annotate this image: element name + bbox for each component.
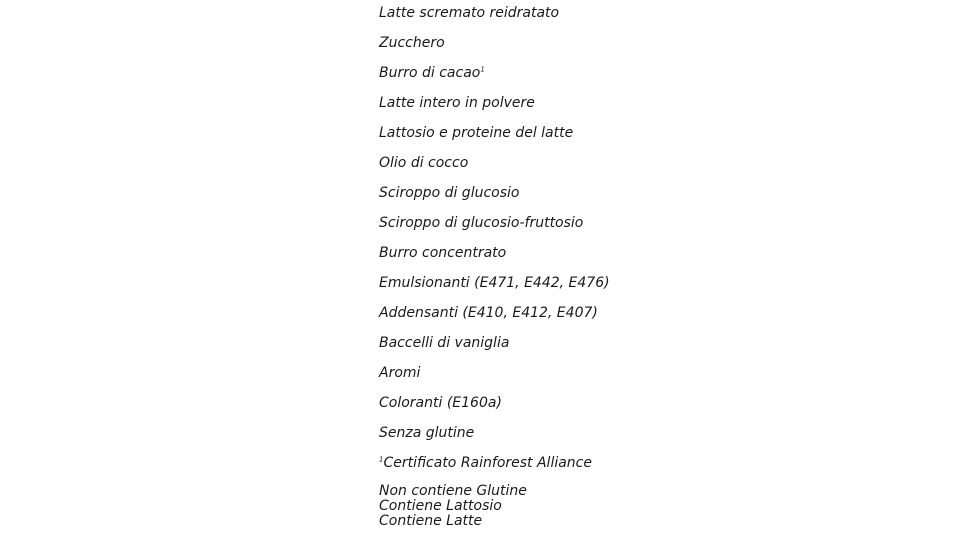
ingredient-item (379, 424, 610, 454)
ingredient-name: Aromi (379, 365, 421, 381)
ingredient-name: Sciroppo di glucosio-fruttosio (379, 215, 584, 231)
ingredient-list (379, 4, 610, 529)
ingredient-item (379, 214, 610, 244)
ingredient-item (379, 4, 610, 34)
ingredient-item (379, 334, 610, 364)
ingredient-item (379, 94, 610, 124)
ingredient-name: Zucchero (379, 35, 445, 51)
ingredient-item (379, 34, 610, 64)
ingredient-item (379, 304, 610, 334)
allergen-statement: Contiene Lattosio (379, 498, 502, 514)
ingredient-item (379, 244, 610, 274)
ingredient-name: Burro concentrato (379, 245, 507, 261)
ingredient-name: Latte scremato reidratato (379, 5, 560, 21)
ingredient-item (379, 154, 610, 184)
ingredient-item (379, 274, 610, 304)
ingredient-item (379, 184, 610, 214)
allergen-info (379, 484, 610, 529)
ingredient-name: Latte intero in polvere (379, 95, 535, 111)
ingredient-name: Emulsionanti (E471, E442, E476) (379, 275, 610, 291)
allergen-statement: Contiene Latte (379, 513, 483, 529)
ingredient-item (379, 64, 610, 94)
ingredient-name: Olio di cocco (379, 155, 469, 171)
ingredient-name: Senza glutine (379, 425, 475, 441)
footnote-marker: 1 (480, 65, 485, 74)
footnote-marker: 1 (379, 455, 384, 464)
ingredient-item (379, 394, 610, 424)
ingredient-name: Sciroppo di glucosio (379, 185, 520, 201)
ingredient-name: Coloranti (E160a) (379, 395, 502, 411)
ingredient-item (379, 364, 610, 394)
ingredient-name: Addensanti (E410, E412, E407) (379, 305, 598, 321)
ingredient-name: Baccelli di vaniglia (379, 335, 510, 351)
footnote-text: Certificato Rainforest Alliance (383, 455, 592, 471)
ingredient-name: Lattosio e proteine del latte (379, 125, 574, 141)
ingredient-item (379, 124, 610, 154)
certification-footnote (379, 454, 610, 484)
allergen-statement: Non contiene Glutine (379, 483, 527, 499)
ingredient-name: Burro di cacao (379, 65, 481, 81)
